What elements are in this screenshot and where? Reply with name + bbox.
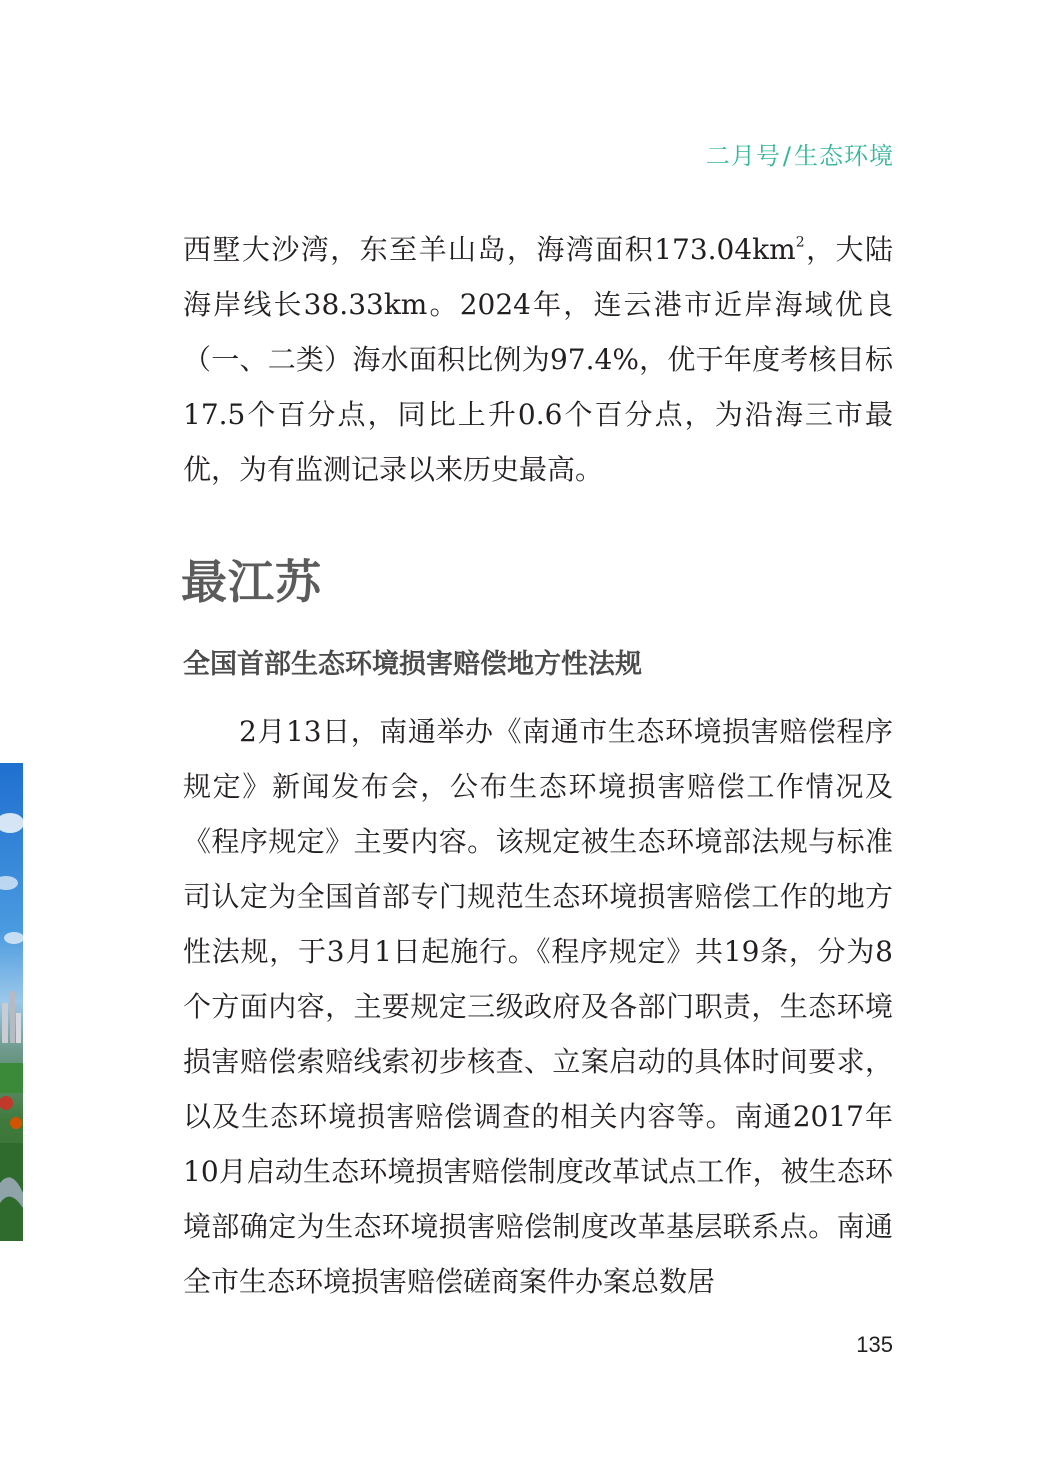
header-separator: / bbox=[782, 142, 792, 170]
header-issue: 二月号 bbox=[705, 142, 781, 170]
page-number: 135 bbox=[856, 1332, 893, 1357]
section-title: 最江苏 bbox=[181, 555, 322, 609]
paragraph-intro-part2: ，大陆海岸线长38.33km。2024年，连云港市近岸海域优良（一、二类）海水面积比例为97.4%，优于年度考核目标17.5个百分点，同比上升0.6个百分点，为沿海三市最优，为有监测记录以来历史最高。 bbox=[183, 233, 893, 486]
superscript-2: 2 bbox=[795, 234, 805, 251]
running-header bbox=[706, 136, 894, 171]
side-photo-strip bbox=[0, 763, 23, 1241]
landscape-photo-image bbox=[0, 763, 23, 1241]
paragraph-article: 2月13日，南通举办《南通市生态环境损害赔偿程序规定》新闻发布会，公布生态环境损害赔偿工作情况及《程序规定》主要内容。该规定被生态环境部法规与标准司认定为全国首部专门规范生态环境损害赔偿工作的地方性法规，于3月1日起施行。《程序规定》共19条，分为8个方面内容，主要规定三级政府及各部门职责，生态环境损害赔偿索赔线索初步核查、立案启动的具体时间要求，以及生态环境损害赔偿调查的相关内容等。南通2017年10月启动生态环境损害赔偿制度改革试点工作，被生态环境部确定为生态环境损害赔偿制度改革基层联系点。南通全市生态环境损害赔偿磋商案件办案总数居 bbox=[183, 715, 893, 1298]
article-subheading: 全国首部生态环境损害赔偿地方性法规 bbox=[183, 649, 642, 680]
paragraph-intro-part1: 西墅大沙湾，东至羊山岛，海湾面积173.04km bbox=[183, 233, 796, 266]
paragraph-intro bbox=[183, 222, 893, 497]
header-section: 生态环境 bbox=[794, 142, 894, 170]
